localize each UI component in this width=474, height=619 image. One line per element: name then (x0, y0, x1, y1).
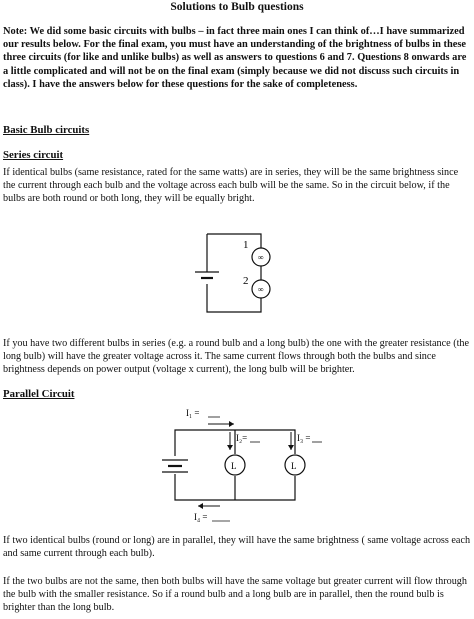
i2-arrow-head (227, 445, 233, 450)
parallel-paragraph-2: If the two bulbs are not the same, then both bulbs will have the same voltage but greater current will flow through the bulb with the smaller resistance. So if a round bulb and a long bulb are in parallel, then the round bulb is brighter than the long bulb. (3, 576, 467, 614)
bulb-1-glyph: ∞ (258, 253, 264, 262)
i1-arrow-head (229, 421, 234, 427)
parallel-heading: Parallel Circuit (3, 388, 75, 400)
parallel-paragraph-1: If two identical bulbs (round or long) are in parallel, they will have the same brightness ( same voltage across each and same current through each bulb). (3, 535, 471, 560)
bulb-2-glyph: ∞ (258, 285, 264, 294)
series-wire (207, 234, 261, 312)
section-heading: Basic Bulb circuits (3, 124, 90, 136)
series-heading: Series circuit (3, 149, 64, 161)
i4-label: I₄ = (194, 512, 208, 522)
series-paragraph-2: If you have two different bulbs in series (e.g. a round bulb and a long bulb) the one with the greater resistance (the long bulb) will have the greater voltage across it. The same current flows through both the bulbs and since brightness depends on power output (voltage x current), the long bulb will be brighter. (3, 338, 470, 376)
i2-label: I₂= (236, 433, 248, 443)
page-title: Solutions to Bulb questions (170, 1, 304, 13)
i4-arrow-head (198, 503, 203, 509)
bulb-right-label: L (291, 461, 297, 471)
bulb-label-1: 1 (243, 239, 249, 251)
parallel-circuit-diagram (150, 402, 330, 524)
i3-label: I₃ = (297, 433, 311, 443)
series-paragraph-1: If identical bulbs (same resistance, rated for the same watts) are in series, they will be the same brightness since the current through each bulb and the voltage across each bulb will be the same. So in the circuit below, if the bulbs are both round or both long, they will be equally bright. (3, 167, 459, 205)
bulb-left-label: L (231, 461, 237, 471)
intro-note: Note: We did some basic circuits with bulbs – in fact three main ones I can think of…I have summarized our results below. For the final exam, you must have an understanding of the brightness of bulbs in these three circuits (for like and unlike bulbs) as well as answers to questions 6 and 7. Questions 8 onwards are a little complicated and will not be on the final exam (simply because we did not discuss such circuits in class). I have the answers below for these questions for the sake of completeness. (3, 26, 467, 90)
i1-label: I₁ = (186, 408, 200, 418)
bulb-label-2: 2 (243, 275, 249, 287)
series-circuit-diagram (185, 226, 285, 316)
i3-arrow-head (288, 445, 294, 450)
